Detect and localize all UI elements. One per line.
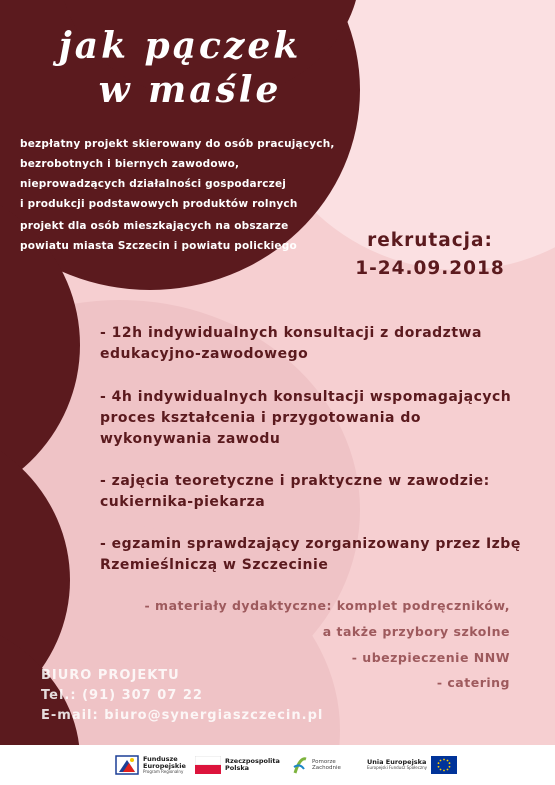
extra-item: a także przybory szkolne (322, 624, 510, 639)
logo-bar (0, 745, 555, 785)
fe-line3: Program Regionalny (143, 768, 184, 774)
pz-line1: Pomorze (312, 758, 336, 765)
rp-line2: Polska (225, 764, 250, 772)
recruitment-label: rekrutacja: (367, 230, 493, 251)
recruitment-dates: 1-24.09.2018 (355, 258, 505, 279)
benefit-line: - egzamin sprawdzający zorganizowany przez Izbę (100, 536, 521, 552)
email-text: E-mail: biuro@synergiaszczecin.pl (41, 708, 324, 723)
title-line-2: w maśle (98, 69, 282, 111)
rp-line1: Rzeczpospolita (225, 756, 280, 765)
intro-line: i produkcji podstawowych produktów rolnych (20, 198, 298, 210)
intro-line: nieprowadzących działalności gospodarczej (20, 178, 287, 190)
extra-item: - ubezpieczenie NNW (351, 650, 510, 665)
title-line-1: jak pączek (58, 25, 302, 67)
intro-line: powiatu miasta Szczecin i powiatu polickiego (20, 240, 297, 252)
fe-stars-icon (115, 754, 139, 776)
intro-block-2 (20, 216, 297, 256)
intro-line: bezrobotnych i biernych zawodowo, (20, 158, 240, 170)
fe-line1: Fundusze (143, 754, 178, 763)
benefit-item (100, 323, 482, 365)
benefit-line: edukacyjno-zawodowego (100, 346, 309, 362)
benefit-line: Rzemieślniczą w Szczecinie (100, 557, 329, 573)
intro-line: projekt dla osób mieszkających na obszarze (20, 220, 289, 232)
benefit-line: cukiernika-piekarza (100, 494, 266, 510)
intro-line: bezpłatny projekt skierowany do osób pracujących, (20, 138, 335, 150)
benefit-line: - 4h indywidualnych konsultacji wspomagających (100, 389, 512, 405)
extra-item: - materiały dydaktyczne: komplet podręczników, (144, 598, 510, 613)
rzeczpospolita-logo (195, 751, 280, 779)
benefit-item (100, 534, 521, 576)
benefit-line: wykonywania zawodu (100, 431, 281, 447)
benefit-line: proces kształcenia i przygotowania do (100, 410, 421, 426)
pz-swirl-icon (292, 755, 308, 775)
benefit-item (100, 387, 511, 450)
phone-text: Tel.: (91) 307 07 22 (41, 688, 203, 703)
benefit-line: - 12h indywidualnych konsultacji z doradztwa (100, 325, 482, 341)
office-label: BIURO PROJEKTU (41, 668, 180, 683)
fundusze-europejskie-logo (115, 751, 186, 779)
pomorze-zachodnie-logo (292, 751, 341, 779)
unia-europejska-logo (367, 751, 457, 779)
benefit-item (100, 471, 490, 513)
polish-flag-icon (195, 756, 221, 774)
ue-line2: Europejski Fundusz Społeczny (367, 765, 427, 771)
pz-line2: Zachodnie (312, 765, 341, 771)
intro-block (20, 134, 335, 214)
extra-item: - catering (436, 675, 510, 690)
ue-line1: Unia Europejska (367, 758, 427, 767)
eu-flag-icon (431, 756, 457, 774)
fe-line2: Europejskie (143, 761, 186, 770)
benefit-line: - zajęcia teoretyczne i praktyczne w zawodzie: (100, 473, 490, 489)
